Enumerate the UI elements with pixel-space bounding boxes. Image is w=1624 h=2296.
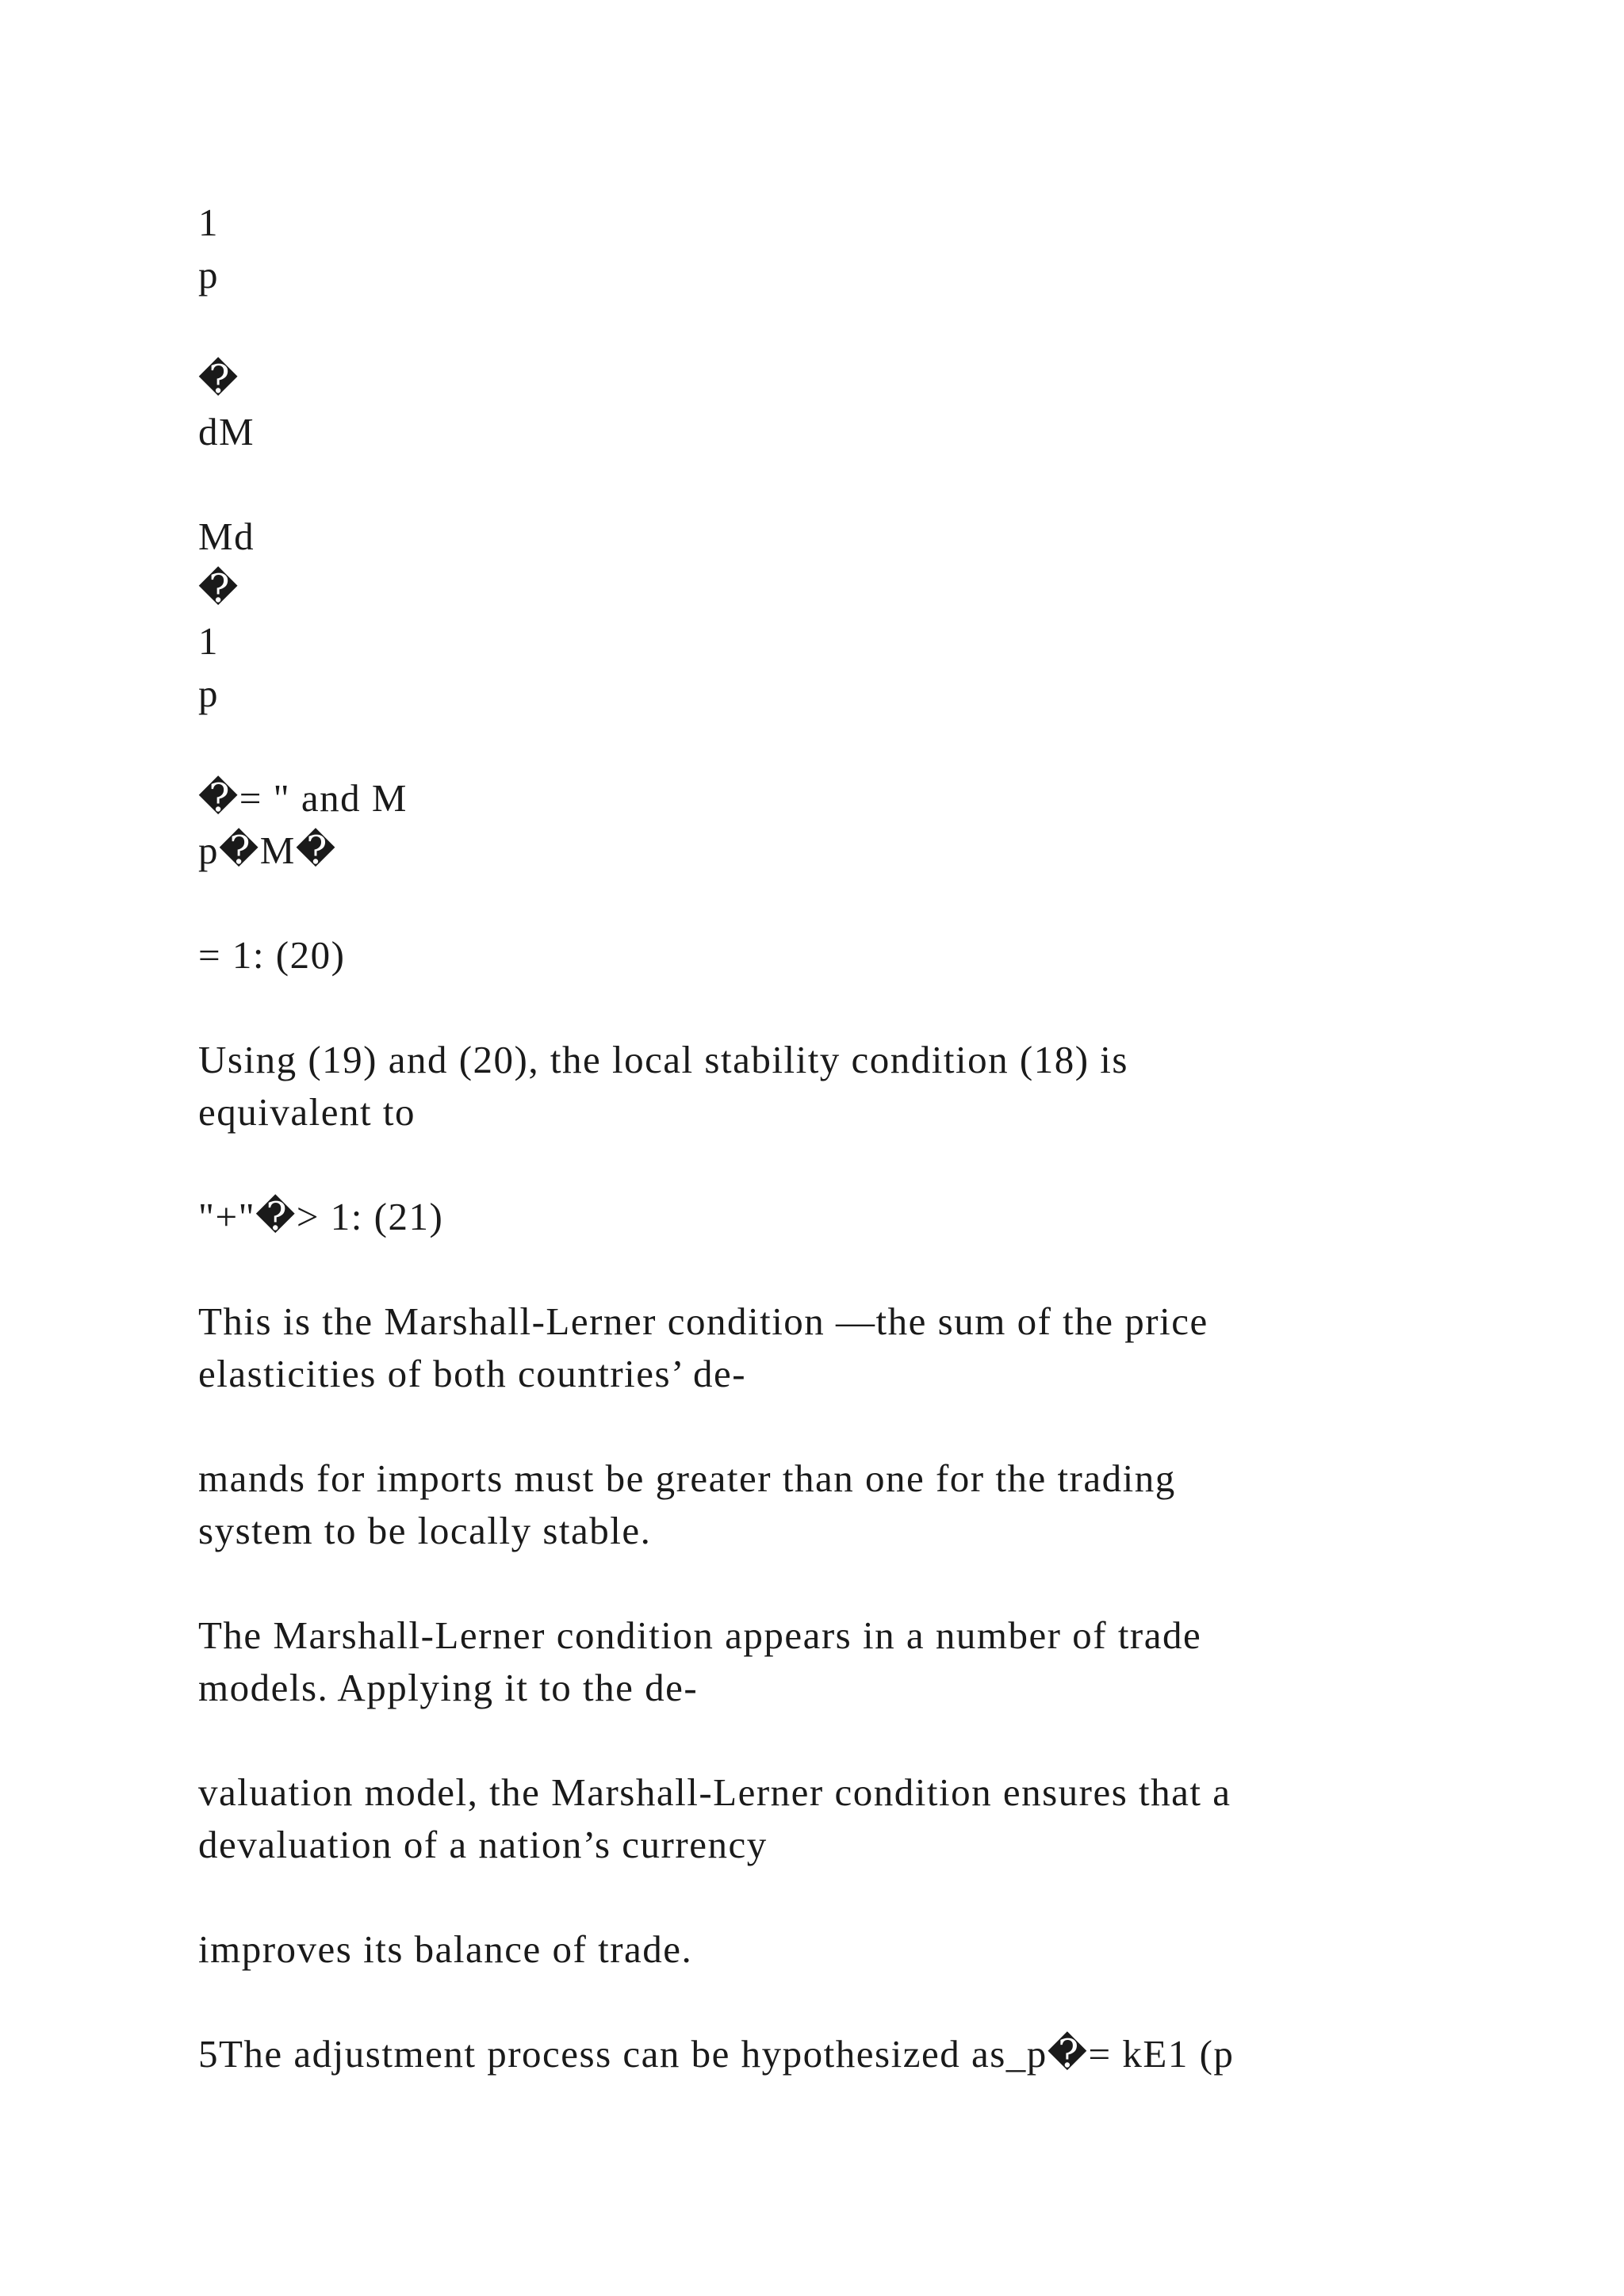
text-line: 1 [198, 619, 219, 663]
text-line: � [198, 358, 239, 401]
text-line: improves its balance of trade. [198, 1927, 693, 1971]
text-line: p�M� [198, 828, 337, 872]
text-line: The Marshall-Lerner condition appears in a number of trade [198, 1613, 1202, 1657]
text-line: Md [198, 515, 255, 558]
text-line: devaluation of a nation’s currency [198, 1823, 768, 1866]
text-line: This is the Marshall-Lerner condition —the sum of the price [198, 1299, 1208, 1343]
text-line: �= " and M [198, 776, 408, 820]
text-line: p [198, 672, 219, 715]
text-line: dM [198, 410, 255, 453]
text-line: p [198, 253, 219, 297]
text-line: mands for imports must be greater than one for the trading [198, 1456, 1176, 1500]
text-line: elasticities of both countries’ de- [198, 1352, 747, 1395]
text-line: "+"�> 1: (21) [198, 1195, 444, 1238]
text-line: system to be locally stable. [198, 1509, 652, 1552]
text-line: equivalent to [198, 1090, 416, 1134]
text-line: models. Applying it to the de- [198, 1666, 699, 1709]
text-line: 1 [198, 201, 219, 244]
text-line: � [198, 567, 239, 610]
text-line: = 1: (20) [198, 933, 346, 977]
text-line: valuation model, the Marshall-Lerner condition ensures that a [198, 1770, 1231, 1814]
text-line: 5The adjustment process can be hypothesized as_p�= kE1 (p [198, 2032, 1235, 2076]
text-line: Using (19) and (20), the local stability condition (18) is [198, 1038, 1128, 1081]
